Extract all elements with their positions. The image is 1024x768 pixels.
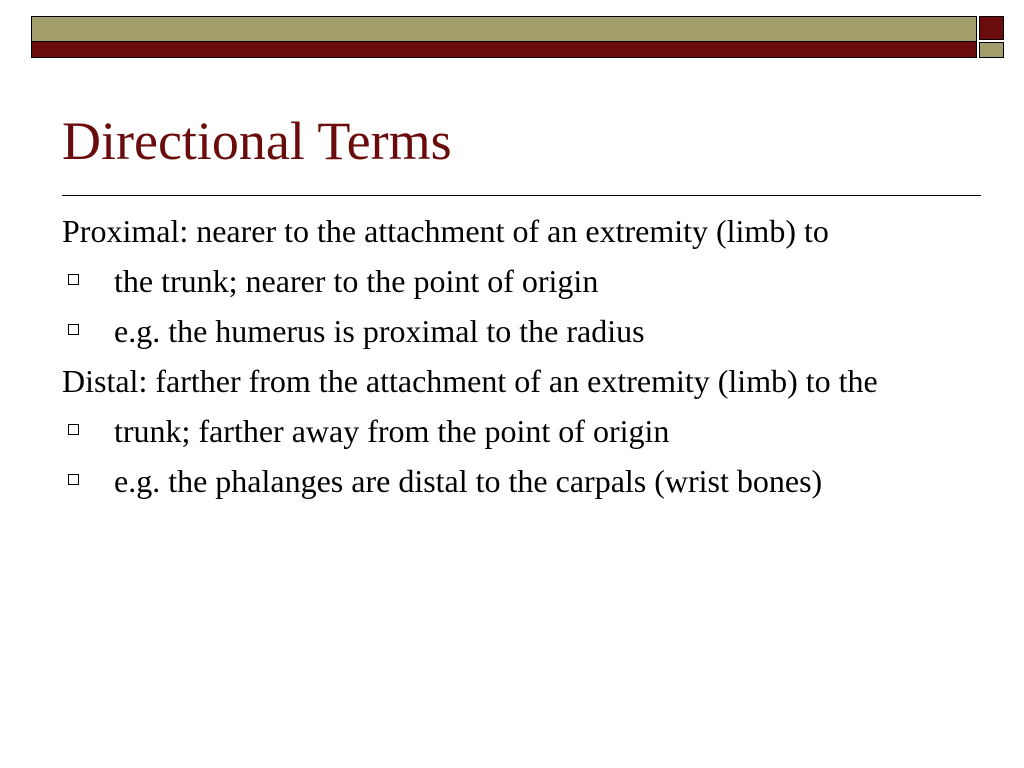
slide-body <box>62 210 942 510</box>
hollow-square-bullet-icon <box>68 424 79 435</box>
title-divider <box>62 195 981 196</box>
bullet-item <box>62 460 942 502</box>
header-banner-olive-bar <box>31 16 977 42</box>
bullet-text: e.g. the humerus is proximal to the radius <box>114 313 645 349</box>
slide-title: Directional Terms <box>62 111 452 171</box>
bullet-item <box>62 410 942 452</box>
bullet-item <box>62 260 942 302</box>
header-corner-maroon-square <box>979 16 1004 40</box>
bullet-item <box>62 310 942 352</box>
hollow-square-bullet-icon <box>68 474 79 485</box>
header-banner-maroon-bar <box>31 42 977 58</box>
definition-proximal: Proximal: nearer to the attachment of an extremity (limb) to <box>62 213 829 249</box>
bullet-text: e.g. the phalanges are distal to the carpals (wrist bones) <box>114 463 823 499</box>
hollow-square-bullet-icon <box>68 324 79 335</box>
hollow-square-bullet-icon <box>68 274 79 285</box>
definition-distal: Distal: farther from the attachment of an extremity (limb) to the <box>62 363 878 399</box>
bullet-text: trunk; farther away from the point of origin <box>114 413 670 449</box>
bullet-text: the trunk; nearer to the point of origin <box>114 263 599 299</box>
header-corner-olive-square <box>979 42 1004 58</box>
